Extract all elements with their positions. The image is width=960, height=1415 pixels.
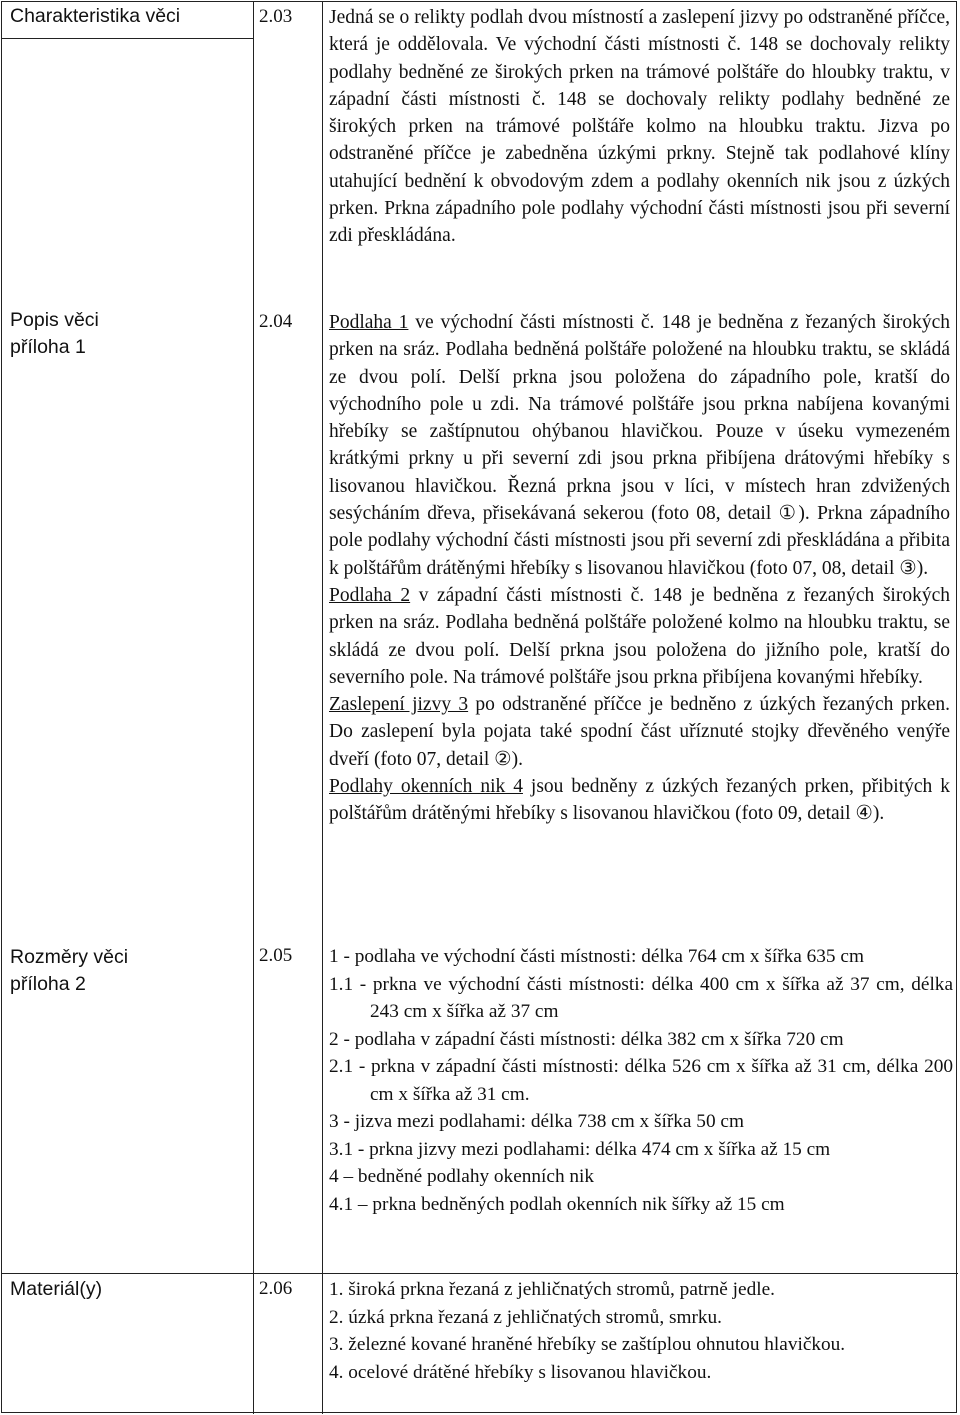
label-dimensions: Rozměry věci příloha 2 <box>10 946 129 995</box>
list-item: 1 - podlaha ve východní části místnosti: délka 764 cm x šířka 635 cm <box>329 946 864 967</box>
label-materials: Materiál(y) <box>10 1278 103 1300</box>
column-divider-1 <box>253 2 254 1414</box>
paragraph-zaslepeni-jizvy <box>329 691 950 773</box>
heading-zaslepeni-jizvy: Zaslepení jizvy 3 <box>329 694 469 716</box>
list-item: 3.1 - prkna jizvy mezi podlahami: délka 474 cm x šířka až 15 cm <box>329 1138 831 1160</box>
text-podlaha-1: ve východní části místnosti č. 148 je bedněna z řezaných širokých prken na sráz. Podlaha bedněná polštáře položené na hloubku traktu, se skládá ze dvou polí. Delší prkna jsou položena do západního pole, kratší do východního pole u zdi. Na trámové polštáře jsou prkna nabíjena kovanými hřebíky se zaštípnutou ohýbanou hlavičkou. Pouze v úseku vymezeném krátkými prkny u při severní zdi jsou prkna přibíjena drátovými hřebíky s lisovanou hlavičkou. Řezná prkna jsou v líci, v místech hran zdvižených sesýcháním dřeva, přisekávaná sekerou (foto 08, detail ①). Prkna západního pole podlahy východní části místnosti jsou při severní zdi přeskládána a přibita k polštářům drátěnými hřebíky s lisovanou hlavičkou (foto 07, 08, detail ③). <box>329 312 950 579</box>
list-item: 3. železné kované hraněné hřebíky se zaštíplou ohnutou hlavičkou. <box>329 1334 846 1355</box>
list-item: 4 – bedněné podlahy okenních nik <box>329 1166 595 1187</box>
label-description: Popis věci příloha 1 <box>10 309 99 358</box>
heading-podlaha-1: Podlaha 1 <box>329 312 409 333</box>
text-podlahy-nik: jsou bedněny z úzkých řezaných prken, přibitých k polštářům drátěnými hřebíky s lisovanou hlavičkou (foto 09, detail ④). <box>329 776 950 825</box>
list-item: 2. úzká prkna řezaná z jehličnatých stromů, smrku. <box>329 1306 722 1328</box>
column-divider-2 <box>322 2 323 1414</box>
list-item: 2 - podlaha v západní části místnosti: délka 382 cm x šířka 720 cm <box>329 1028 844 1050</box>
paragraph-podlaha-2 <box>329 582 950 691</box>
code-2-05: 2.05 <box>259 945 293 966</box>
list-item: 1. široká prkna řezaná z jehličnatých stromů, patrně jedle. <box>329 1279 775 1300</box>
list-item: 2.1 - prkna v západní části místnosti: délka 526 cm x šířka až 31 cm, délka 200 cm x šířka až 31 cm. <box>329 1056 953 1105</box>
section-2-03-text: Jedná se o relikty podlah dvou místností a zaslepení jizvy po odstraněné příčce, která je oddělovala. Ve východní části místnosti č. 148 se dochovaly relikty podlahy bedněné ze širokých prken na trámové polštáře do hloubky traktu, v západní části místnosti č. 148 se dochovaly relikty podlahy bedněné ze širokých prken na trámové polštáře kolmo na hloubku traktu. Jizva po odstraněné příčce je zabedněna úzkými prkny. Stejně tak podlahové klíny utahující bednění k obvodovým zdem a podlahy okenních nik jsou z úzkých prken. Prkna západního pole podlahy východní části místnosti jsou při severní zdi přeskládána. <box>329 7 950 247</box>
paragraph-podlahy-nik <box>329 773 950 828</box>
materials-row-divider <box>2 1273 958 1274</box>
list-item: 4. ocelové drátěné hřebíky s lisovanou hlavičkou. <box>329 1361 712 1383</box>
section-2-05 <box>329 943 953 1218</box>
header-row-divider <box>2 38 253 39</box>
text-zaslepeni-jizvy: po odstraněné příčce je bedněno z úzkých řezaných prken. Do zaslepení byla pojata také spodní část uříznuté stojky dřevěného venýře dveří (foto 07, detail ②). <box>329 694 950 770</box>
section-2-03 <box>329 4 950 250</box>
paragraph-podlaha-1 <box>329 309 950 582</box>
section-2-04 <box>329 309 950 828</box>
list-item: 4.1 – prkna bedněných podlah okenních nik šířky až 15 cm <box>329 1193 785 1215</box>
code-2-04: 2.04 <box>259 311 293 332</box>
list-item: 3 - jizva mezi podlahami: délka 738 cm x šířka 50 cm <box>329 1111 744 1132</box>
heading-podlaha-2: Podlaha 2 <box>329 584 411 606</box>
list-item: 1.1 - prkna ve východní části místnosti: délka 400 cm x šířka až 37 cm, délka 243 cm x šířka až 37 cm <box>329 973 953 1022</box>
text-podlaha-2: v západní části místnosti č. 148 je bedněna z řezaných širokých prken na sráz. Podlaha bedněná polštáře položené kolmo na hloubku traktu, se skládá ze dvou polí. Delší prkna jsou položena do jižního pole, kratší do severního pole. Na trámové polštáře jsou prkna přibíjena kovanými hřebíky. <box>329 584 950 688</box>
section-2-06 <box>329 1276 953 1386</box>
heading-podlahy-nik: Podlahy okenních nik 4 <box>329 776 523 798</box>
code-2-06: 2.06 <box>259 1278 293 1299</box>
label-characteristics: Charakteristika věci <box>10 5 181 27</box>
code-2-03: 2.03 <box>259 6 293 27</box>
